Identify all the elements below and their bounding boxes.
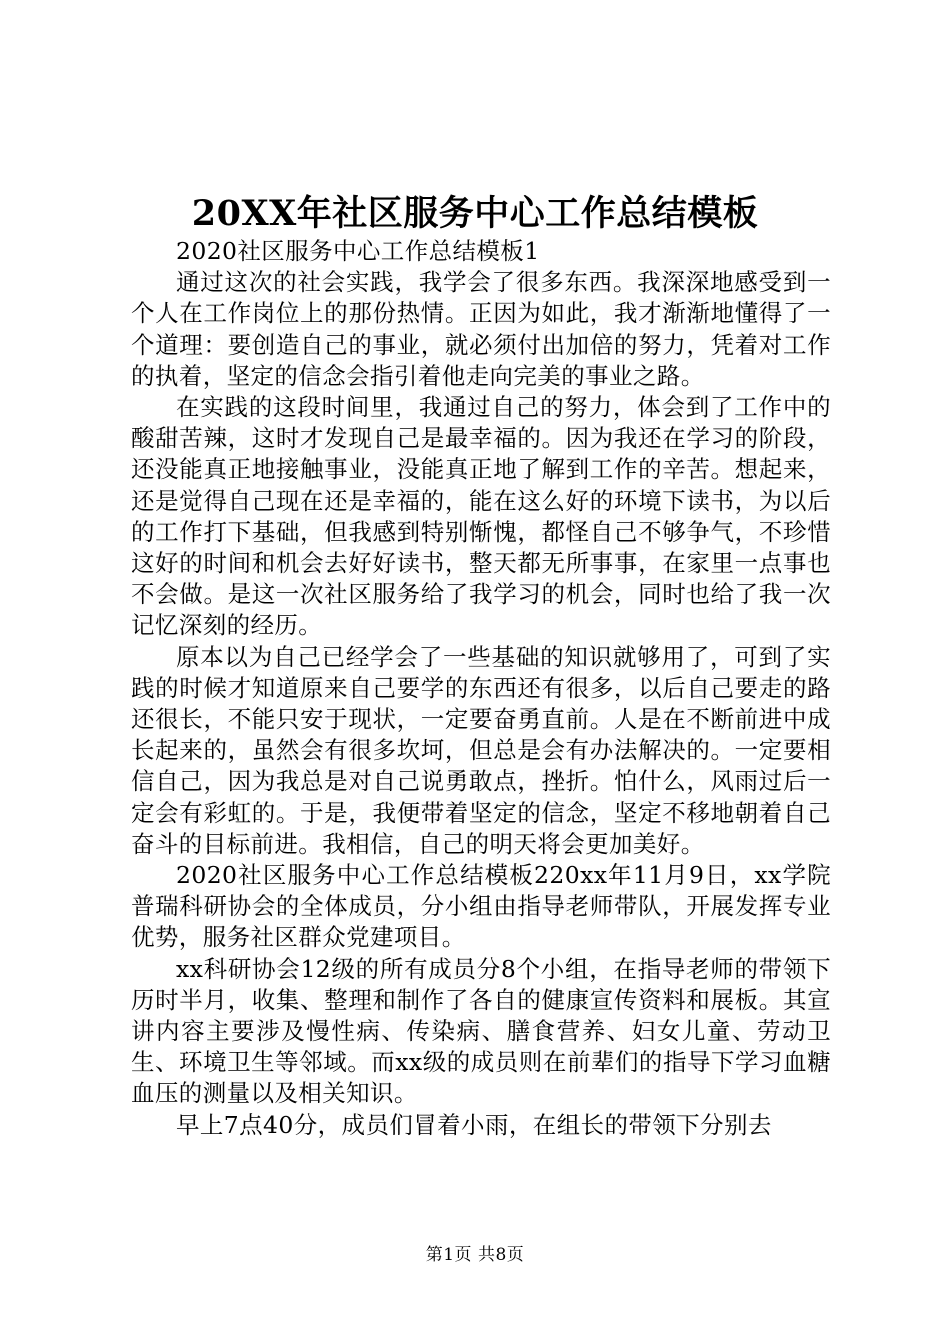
document-title: 20XX年社区服务中心工作总结模板 [191, 193, 759, 234]
paragraph: 2020社区服务中心工作总结模板220xx年11月9日，xx学院普瑞科研协会的全体成员，分小组由指导老师带队，开展发挥专业优势，服务社区群众党建项目。 [131, 861, 831, 952]
page-footer: 第1页 共8页 [425, 1245, 525, 1265]
paragraph: 原本以为自己已经学会了一些基础的知识就够用了，可到了实践的时候才知道原来自己要学的东西还有很多，以后自己要走的路还很长，不能只安于现状，一定要奋勇直前。人是在不断前进中成长起来的，虽然会有很多坎坷，但总是会有办法解决的。一定要相信自己，因为我总是对自己说勇敢点，挫折。怕什么，风雨过后一定会有彩虹的。于是，我便带着坚定的信念，坚定不移地朝着自己奋斗的目标前进。我相信，自己的明天将会更加美好。 [131, 642, 831, 858]
paragraph: 在实践的这段时间里，我通过自己的努力，体会到了工作中的酸甜苦辣，这时才发现自己是最幸福的。因为我还在学习的阶段，还没能真正地接触事业，没能真正地了解到工作的辛苦。想起来，还是觉得自己现在还是幸福的，能在这么好的环境下读书，为以后的工作打下基础，但我感到特别惭愧，都怪自己不够争气，不珍惜这好的时间和机会去好好读书，整天都无所事事，在家里一点事也不会做。是这一次社区服务给了我学习的机会，同时也给了我一次记忆深刻的经历。 [131, 393, 831, 640]
paragraph: 早上7点40分，成员们冒着小雨，在组长的带领下分别去 [176, 1110, 772, 1139]
document-body [131, 236, 831, 1141]
paragraph-subheading-1: 2020社区服务中心工作总结模板1 [176, 237, 540, 265]
paragraph: 通过这次的社会实践，我学会了很多东西。我深深地感受到一个人在工作岗位上的那份热情。正因为如此，我才渐渐地懂得了一个道理：要创造自己的事业，就必须付出加倍的努力，凭着对工作的执着，坚定的信念会指引着他走向完美的事业之路。 [131, 268, 831, 390]
paragraph: xx科研协会12级的所有成员分8个小组，在指导老师的带领下历时半月，收集、整理和制作了各自的健康宣传资料和展板。其宣讲内容主要涉及慢性病、传染病、膳食营养、妇女儿童、劳动卫生、环境卫生等邻域。而xx级的成员则在前辈们的指导下学习血糖血压的测量以及相关知识。 [131, 954, 831, 1108]
